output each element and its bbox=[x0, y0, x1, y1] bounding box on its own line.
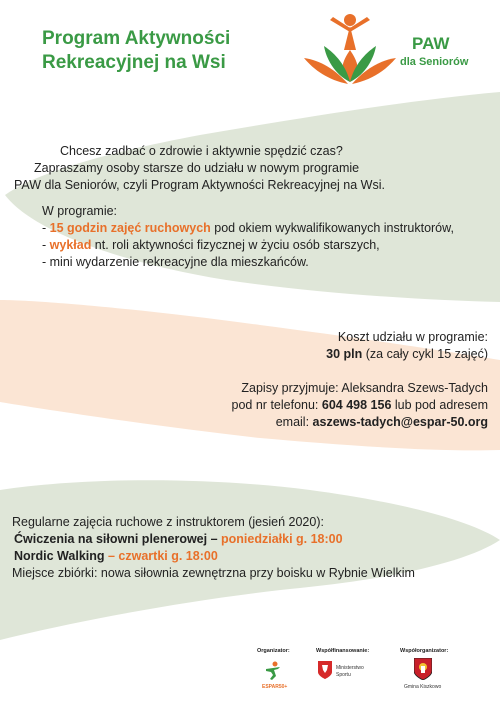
coat-of-arms-icon bbox=[318, 661, 332, 679]
program-item-2-prefix: - bbox=[42, 238, 50, 252]
signup-phone-prefix: pod nr telefonu: bbox=[231, 398, 322, 412]
program-item-1-rest: pod okiem wykwalifikowanych instruktorów, bbox=[210, 221, 454, 235]
schedule-activity-1-sep: – bbox=[207, 532, 222, 546]
coorganizer-name: Gmina Kiszkowo bbox=[404, 684, 442, 690]
signup-phone-line bbox=[232, 397, 488, 414]
paw-logo-icon bbox=[300, 12, 400, 84]
signup-phone-suffix: lub pod adresem bbox=[391, 398, 488, 412]
signup-contact: Zapisy przyjmuje: Aleksandra Szews-Tadych bbox=[241, 381, 488, 395]
logo-title: PAW bbox=[412, 34, 450, 53]
cost-label: Koszt udziału w programie: bbox=[337, 330, 488, 344]
cofinance-name-line1: Ministerstwo bbox=[336, 665, 364, 671]
program-item-2 bbox=[42, 237, 380, 254]
page-title-line2: Rekreacyjnej na Wsi bbox=[42, 52, 226, 73]
signup-email: aszews-tadych@espar-50.org bbox=[312, 415, 488, 429]
schedule-activity-2 bbox=[14, 548, 218, 565]
cofinance-name-line2: Sportu bbox=[336, 672, 351, 678]
schedule-activity-2-name: Nordic Walking bbox=[14, 549, 105, 563]
signup-phone: 604 498 156 bbox=[321, 398, 392, 412]
gmina-crest-icon bbox=[414, 658, 432, 680]
page-title-line1: Program Aktywności bbox=[42, 28, 231, 49]
cofinance-label: Współfinansowanie: bbox=[316, 648, 370, 654]
intro-line3: PAW dla Seniorów, czyli Program Aktywności Rekreacyjnej na Wsi. bbox=[14, 178, 385, 192]
schedule-activity-1 bbox=[14, 531, 343, 548]
schedule-activity-1-name: Ćwiczenia na siłowni plenerowej bbox=[14, 532, 208, 546]
coorganizer-label: Współorganizator: bbox=[400, 648, 449, 654]
schedule-activity-2-sep: – bbox=[104, 549, 119, 563]
organizer-label: Organizator: bbox=[257, 648, 290, 654]
organizer-name: ESPAR50+ bbox=[262, 684, 288, 690]
logo-subtitle: dla Seniorów bbox=[400, 56, 469, 68]
signup-email-prefix: email: bbox=[275, 415, 313, 429]
schedule-heading: Regularne zajęcia ruchowe z instruktorem (jesień 2020): bbox=[12, 515, 324, 529]
program-heading: W programie: bbox=[42, 204, 118, 218]
program-item-3: - mini wydarzenie rekreacyjne dla mieszkańców. bbox=[42, 255, 309, 269]
cost-amount bbox=[326, 346, 488, 363]
program-item-2-highlight: wykład bbox=[49, 238, 92, 252]
schedule-activity-2-time: czwartki g. 18:00 bbox=[118, 549, 218, 563]
schedule-activity-1-time: poniedziałki g. 18:00 bbox=[221, 532, 343, 546]
espar-logo-icon bbox=[262, 660, 284, 682]
program-item-2-rest: nt. roli aktywności fizycznej w życiu osób starszych, bbox=[91, 238, 380, 252]
intro-line1: Chcesz zadbać o zdrowie i aktywnie spędzić czas? bbox=[60, 144, 343, 158]
signup-email-line bbox=[276, 414, 488, 431]
cost-amount-value: 30 pln bbox=[326, 347, 363, 361]
cost-amount-note: (za cały cykl 15 zajęć) bbox=[362, 347, 488, 361]
program-item-1 bbox=[42, 220, 454, 237]
program-item-1-highlight: 15 godzin zajęć ruchowych bbox=[49, 221, 211, 235]
schedule-place: Miejsce zbiórki: nowa siłownia zewnętrzna przy boisku w Rybnie Wielkim bbox=[12, 566, 415, 580]
program-item-1-prefix: - bbox=[42, 221, 50, 235]
intro-line2: Zapraszamy osoby starsze do udziału w nowym programie bbox=[34, 161, 360, 175]
